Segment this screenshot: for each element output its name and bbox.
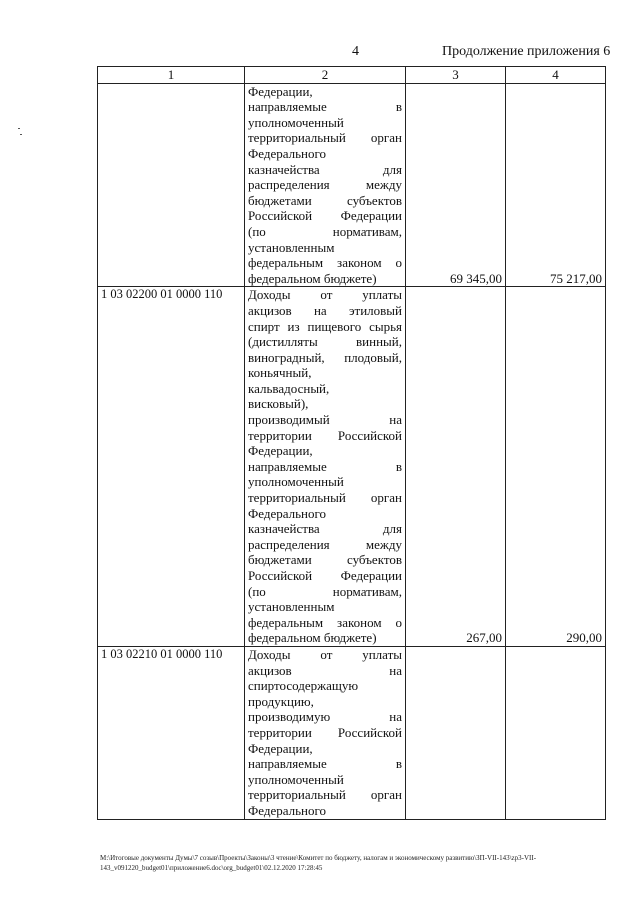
description-line: кальвадосный, <box>248 380 330 396</box>
table-row <box>98 287 606 647</box>
description-line: распределения между <box>248 177 402 193</box>
description-line: бюджетами субъектов <box>248 192 402 208</box>
description-line: территории Российской <box>248 427 402 443</box>
amount-2023-cell <box>506 646 606 819</box>
income-description-cell <box>245 646 406 819</box>
description-line: федеральном бюджете) <box>248 270 377 286</box>
budget-code-cell: 1 03 02200 01 0000 110 <box>98 287 245 647</box>
amount-2022-cell: 267,00 <box>406 287 506 647</box>
column-header-3: 3 <box>406 67 506 84</box>
description-line: (по нормативам, <box>248 223 402 239</box>
income-description-cell <box>245 287 406 647</box>
description-line: территориальный орган <box>248 490 402 506</box>
description-line: Российской Федерации <box>248 208 402 224</box>
description-line: Доходы от уплаты <box>248 287 402 303</box>
budget-code-cell <box>98 83 245 287</box>
description-line: Федерального <box>248 802 327 818</box>
margin-mark <box>18 128 20 129</box>
description-line: установленным <box>248 599 335 615</box>
description-line: казначейства для <box>248 161 402 177</box>
column-number-row <box>98 67 606 84</box>
amount-2022-cell <box>406 646 506 819</box>
description-line: (по нормативам, <box>248 583 402 599</box>
description-line: казначейства для <box>248 521 402 537</box>
description-line: Российской Федерации <box>248 568 402 583</box>
description-line: уполномоченный <box>248 114 344 130</box>
description-line: Федерального <box>248 505 327 521</box>
description-line: бюджетами субъектов <box>248 552 402 568</box>
description-line: территориальный орган <box>248 787 402 803</box>
description-line: Федерации, <box>248 83 313 99</box>
description-line: виноградный, плодовый, <box>248 349 402 365</box>
column-header-2: 2 <box>245 67 406 84</box>
description-line: направляемые в <box>248 458 402 474</box>
amount-2022-cell: 69 345,00 <box>406 83 506 287</box>
description-line: территориальный орган <box>248 130 402 146</box>
description-line: акцизов на <box>248 662 402 678</box>
description-line: производимый на <box>248 412 402 428</box>
description-line: федеральным законом о <box>248 614 402 630</box>
budget-code-cell: 1 03 02210 01 0000 110 <box>98 646 245 819</box>
description-line: спиртосодержащую <box>248 678 359 694</box>
description-line: акцизов на этиловый <box>248 302 402 318</box>
description-line: направляемые в <box>248 756 402 772</box>
description-line: Федерации, <box>248 443 313 459</box>
column-header-1: 1 <box>98 67 245 84</box>
description-line: территории Российской <box>248 724 402 740</box>
description-line: производимую на <box>248 709 402 725</box>
description-line: уполномоченный <box>248 474 344 490</box>
description-line: висковый), <box>248 396 309 412</box>
description-line: (дистилляты винный, <box>248 334 402 350</box>
income-table <box>97 66 606 820</box>
description-line: коньячный, <box>248 365 312 381</box>
table-row <box>98 646 606 819</box>
margin-mark <box>20 134 22 135</box>
column-header-4: 4 <box>506 67 606 84</box>
description-line: установленным <box>248 239 335 255</box>
description-line: направляемые в <box>248 99 402 115</box>
description-line: федеральном бюджете) <box>248 630 377 646</box>
description-line: продукцию, <box>248 693 314 709</box>
description-line: распределения между <box>248 536 402 552</box>
description-line: Федерации, <box>248 740 313 756</box>
amount-2023-cell: 290,00 <box>506 287 606 647</box>
description-line: уполномоченный <box>248 771 344 787</box>
description-line: Доходы от уплаты <box>248 646 402 662</box>
amount-2023-cell: 75 217,00 <box>506 83 606 287</box>
income-description-cell <box>245 83 406 287</box>
description-line: Федерального <box>248 145 327 161</box>
table-row <box>98 83 606 287</box>
continuation-heading: Продолжение приложения 6 <box>442 44 611 59</box>
description-line: федеральным законом о <box>248 255 402 271</box>
file-path-footer: М:\Итоговые документы Думы\7 созыв\Проекты\Законы\3 чтение\Комитет по бюджету, налогам и экономическому развитию\ЗП-VII-143\zp3-VII-143_v091220_budget01\приложение6.doc\org_budget01\02.12.2020 17:28:45 <box>100 854 537 872</box>
page-number: 4 <box>352 44 359 59</box>
description-line: спирт из пищевого сырья <box>248 318 402 334</box>
